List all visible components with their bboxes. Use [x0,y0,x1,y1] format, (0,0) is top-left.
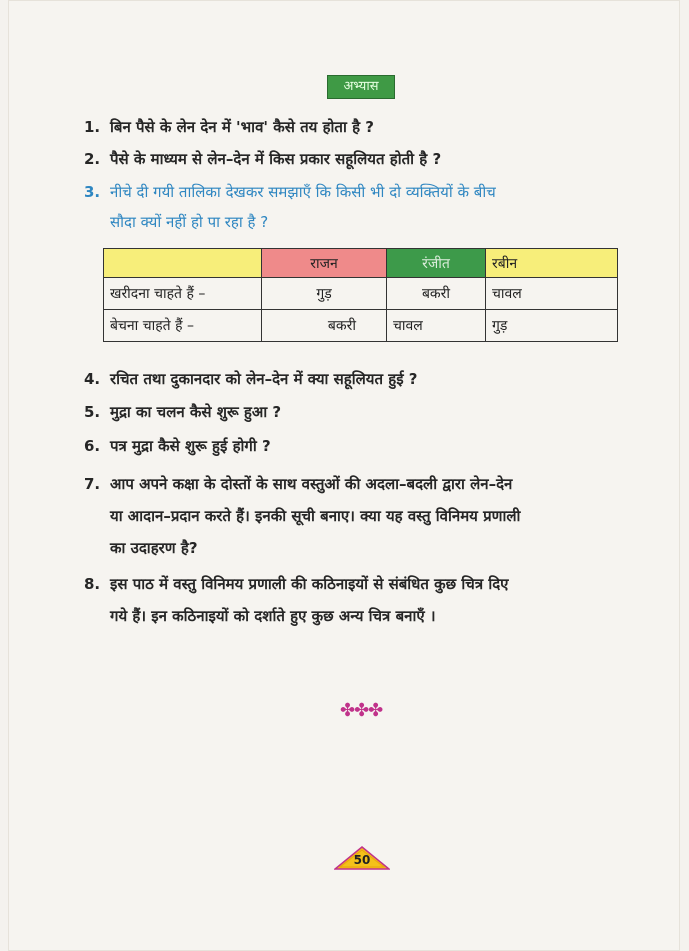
question-number: 3. [84,183,101,201]
question-text: पैसे के माध्यम से लेन–देन में किस प्रकार सहूलियत होती है ? [110,150,442,168]
question-4 [84,364,644,394]
question-number: 4. [84,370,101,388]
table-cell: गुड़ [262,278,387,310]
table-cell: चावल [387,310,486,342]
question-1 [84,112,644,142]
question-text: बिन पैसे के लेन देन में 'भाव' कैसे तय होता है ? [110,118,374,136]
table-row [104,310,618,342]
question-7 [84,468,644,564]
table-cell: बकरी [262,310,387,342]
question-text: इस पाठ में वस्तु विनिमय प्रणाली की कठिनाइयों से संबंधित कुछ चित्र दिए [110,575,509,593]
question-2 [84,144,644,174]
table-row-label: खरीदना चाहते हैं – [104,278,262,310]
question-number: 5. [84,403,101,421]
divider-ornament: ✤✤✤ [340,700,383,721]
section-heading: अभ्यास [327,75,395,99]
table-header-cell: रंजीत [387,249,486,278]
table-cell: चावल [486,278,618,310]
question-5 [84,397,644,427]
question-number: 8. [84,575,101,593]
question-text: मुद्रा का चलन कैसे शुरू हुआ ? [110,403,282,421]
table-row-label: बेचना चाहते हैं – [104,310,262,342]
table-row [104,278,618,310]
table-cell: बकरी [387,278,486,310]
trade-table [103,248,618,342]
table-header-cell: रबीन [486,249,618,278]
question-number: 2. [84,150,101,168]
page-number-badge [334,846,390,868]
table-header-row [104,249,618,278]
question-number: 6. [84,437,101,455]
table-header-cell [104,249,262,278]
table-header-cell: राजन [262,249,387,278]
question-text-continued: या आदान–प्रदान करते हैं। इनकी सूची बनाए। क्या यह वस्तु विनिमय प्रणाली [110,507,521,525]
question-text: आप अपने कक्षा के दोस्तों के साथ वस्तुओं की अदला–बदली द्वारा लेन–देन [110,475,513,493]
question-text-continued: गये हैं। इन कठिनाइयों को दर्शाते हुए कुछ अन्य चित्र बनाएँ । [110,607,436,625]
question-text: नीचे दी गयी तालिका देखकर समझाएँ कि किसी भी दो व्यक्तियों के बीच [110,183,496,201]
question-text-continued: सौदा क्यों नहीं हो पा रहा है ? [110,213,269,231]
question-number: 1. [84,118,101,136]
page-number: 50 [353,853,371,867]
table-cell: गुड़ [486,310,618,342]
question-6 [84,431,644,461]
question-text: पत्र मुद्रा कैसे शुरू हुई होगी ? [110,437,271,455]
question-8 [84,568,644,632]
question-text-continued: का उदाहरण है? [110,539,198,557]
question-number: 7. [84,475,101,493]
question-3 [84,177,644,237]
question-text: रचित तथा दुकानदार को लेन–देन में क्या सहूलियत हुई ? [110,370,418,388]
